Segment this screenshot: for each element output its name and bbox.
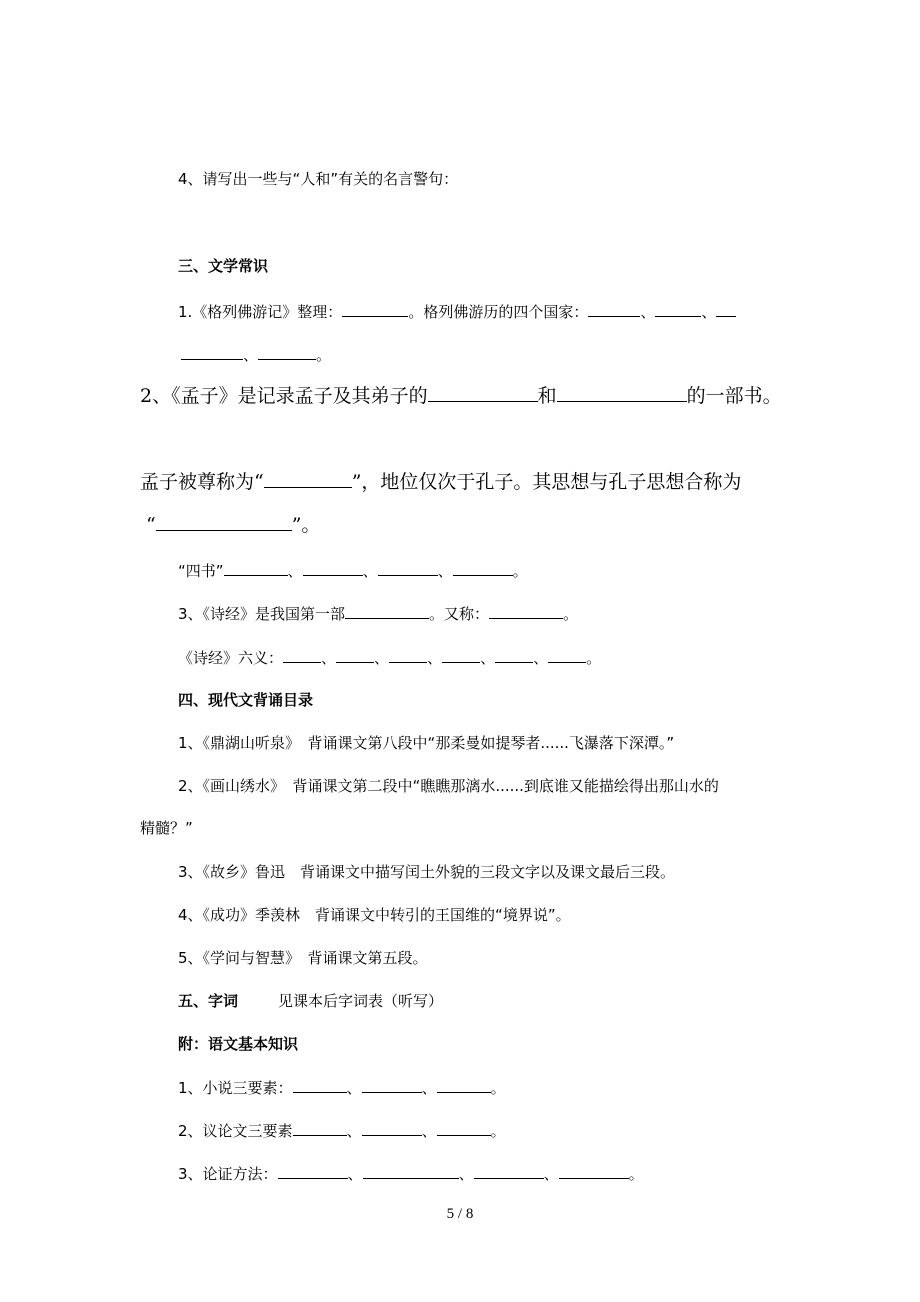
section-4-item-3 <box>178 862 675 882</box>
blank[interactable] <box>716 302 736 317</box>
section-3-q1 <box>178 302 736 322</box>
section-4-item-5 <box>178 948 428 968</box>
separator: 、 <box>346 1122 362 1140</box>
blank[interactable] <box>588 302 640 317</box>
section-3-title-text: 三、文学常识 <box>178 257 269 275</box>
appendix-item-2 <box>178 1121 506 1141</box>
separator: 、 <box>362 562 378 580</box>
blank[interactable] <box>437 1121 491 1136</box>
section-4-title <box>178 690 313 710</box>
section-4-item-4-text: 4、《成功》季羡林 背诵课文中转引的王国维的“境界说”。 <box>178 906 571 924</box>
blank[interactable] <box>303 561 363 576</box>
separator: 、 <box>243 346 259 364</box>
separator: 、 <box>321 649 337 667</box>
blank[interactable] <box>363 1164 459 1179</box>
question-4 <box>178 169 458 189</box>
question-4-text: 4、请写出一些与“人和”有关的名言警句： <box>178 170 459 188</box>
blank[interactable] <box>258 345 316 360</box>
q1-text-b: 。格列佛游历的四个国家： <box>408 303 589 321</box>
blank[interactable] <box>437 1078 491 1093</box>
appendix-title <box>178 1034 298 1054</box>
appendix-item-3-text: 3、论证方法： <box>178 1165 278 1183</box>
q1-text-a: 1.《格列佛游记》整理： <box>178 303 343 321</box>
blank[interactable] <box>362 1078 422 1093</box>
period: 。 <box>490 1122 506 1140</box>
q3-text-a: 3、《诗经》是我国第一部 <box>178 605 346 623</box>
blank[interactable] <box>453 561 513 576</box>
appendix-item-3 <box>178 1164 644 1184</box>
blank[interactable] <box>156 512 292 531</box>
blank[interactable] <box>474 1164 544 1179</box>
close-quote: ”。 <box>291 514 321 536</box>
open-quote: “ <box>146 514 156 536</box>
blank[interactable] <box>442 648 480 663</box>
blank[interactable] <box>336 648 374 663</box>
separator: 、 <box>287 562 303 580</box>
q2-text-e: ”，地位仅次于孔子。其思想与孔子思想合称为 <box>351 471 742 493</box>
appendix-item-2-text: 2、议论文三要素 <box>178 1122 293 1140</box>
blank[interactable] <box>278 1164 348 1179</box>
period: 。 <box>586 649 602 667</box>
section-3-q3 <box>178 604 578 624</box>
blank[interactable] <box>655 302 701 317</box>
period: 。 <box>316 346 332 364</box>
appendix-item-1-text: 1、小说三要素： <box>178 1079 293 1097</box>
separator: 、 <box>374 649 390 667</box>
period: 。 <box>628 1165 644 1183</box>
blank[interactable] <box>342 302 408 317</box>
blank[interactable] <box>224 561 288 576</box>
blank[interactable] <box>389 648 427 663</box>
q2-text-a: 2、《孟子》是记录孟子及其弟子的 <box>140 385 428 407</box>
period: 。 <box>490 1079 506 1097</box>
blank[interactable] <box>293 1078 347 1093</box>
section-3-q2-cont2 <box>146 512 320 537</box>
blank[interactable] <box>559 1164 629 1179</box>
section-4-item-2-cont <box>140 818 193 838</box>
section-4-item-1-text: 1、《鼎湖山听泉》 背诵课文第八段中“那柔曼如提琴者......飞瀑落下深潭。” <box>178 734 675 752</box>
q2-text-b: 和 <box>537 385 557 407</box>
separator: 、 <box>458 1165 474 1183</box>
separator: 、 <box>427 649 443 667</box>
section-3-title <box>178 256 268 276</box>
liuyi-line <box>178 648 601 668</box>
separator: 、 <box>437 562 453 580</box>
section-4-item-2 <box>178 776 719 796</box>
separator: 、 <box>533 649 549 667</box>
liuyi-text: 《诗经》六义： <box>178 649 284 667</box>
period: 。 <box>563 605 579 623</box>
page-number: 5 / 8 <box>446 1206 474 1222</box>
period: 。 <box>512 562 528 580</box>
separator: 、 <box>701 303 717 321</box>
section-3-q1-cont <box>181 345 331 365</box>
section-4-item-2-text: 2、《画山绣水》 背诵课文第二段中“瞧瞧那漓水......到底谁又能描绘得出那山水的 <box>178 777 719 795</box>
appendix-item-1 <box>178 1078 506 1098</box>
blank[interactable] <box>181 345 243 360</box>
section-4-item-2-cont-text: 精髓？” <box>140 819 193 837</box>
q2-text-d: 孟子被尊称为“ <box>140 471 264 493</box>
blank[interactable] <box>495 648 533 663</box>
section-4-item-5-text: 5、《学问与智慧》 背诵课文第五段。 <box>178 949 428 967</box>
section-4-title-text: 四、现代文背诵目录 <box>178 691 314 709</box>
separator: 、 <box>543 1165 559 1183</box>
section-4-item-4 <box>178 905 571 925</box>
separator: 、 <box>640 303 656 321</box>
sishu-line <box>178 561 528 581</box>
blank[interactable] <box>362 1121 422 1136</box>
blank[interactable] <box>557 383 687 402</box>
q2-text-c: 的一部书。 <box>686 385 782 407</box>
separator: 、 <box>421 1079 437 1097</box>
sishu-text: “四书” <box>178 562 224 580</box>
separator: 、 <box>421 1122 437 1140</box>
blank[interactable] <box>293 1121 347 1136</box>
section-3-q2-cont <box>140 469 741 494</box>
section-4-item-1 <box>178 733 674 753</box>
blank[interactable] <box>489 604 563 619</box>
blank[interactable] <box>378 561 438 576</box>
separator: 、 <box>346 1079 362 1097</box>
separator: 、 <box>347 1165 363 1183</box>
section-5 <box>178 991 443 1011</box>
section-5-title: 五、字词 <box>178 992 239 1010</box>
section-3-q2 <box>140 383 782 408</box>
blank[interactable] <box>345 604 429 619</box>
section-4-item-3-text: 3、《故乡》鲁迅 背诵课文中描写闰土外貌的三段文字以及课文最后三段。 <box>178 863 676 881</box>
blank[interactable] <box>548 648 586 663</box>
appendix-title-text: 附：语文基本知识 <box>178 1035 299 1053</box>
separator: 、 <box>480 649 496 667</box>
blank[interactable] <box>264 469 352 488</box>
q3-text-b: 。又称： <box>429 605 490 623</box>
section-5-text: 见课本后字词表（听写） <box>278 992 444 1010</box>
blank[interactable] <box>428 383 538 402</box>
blank[interactable] <box>283 648 321 663</box>
